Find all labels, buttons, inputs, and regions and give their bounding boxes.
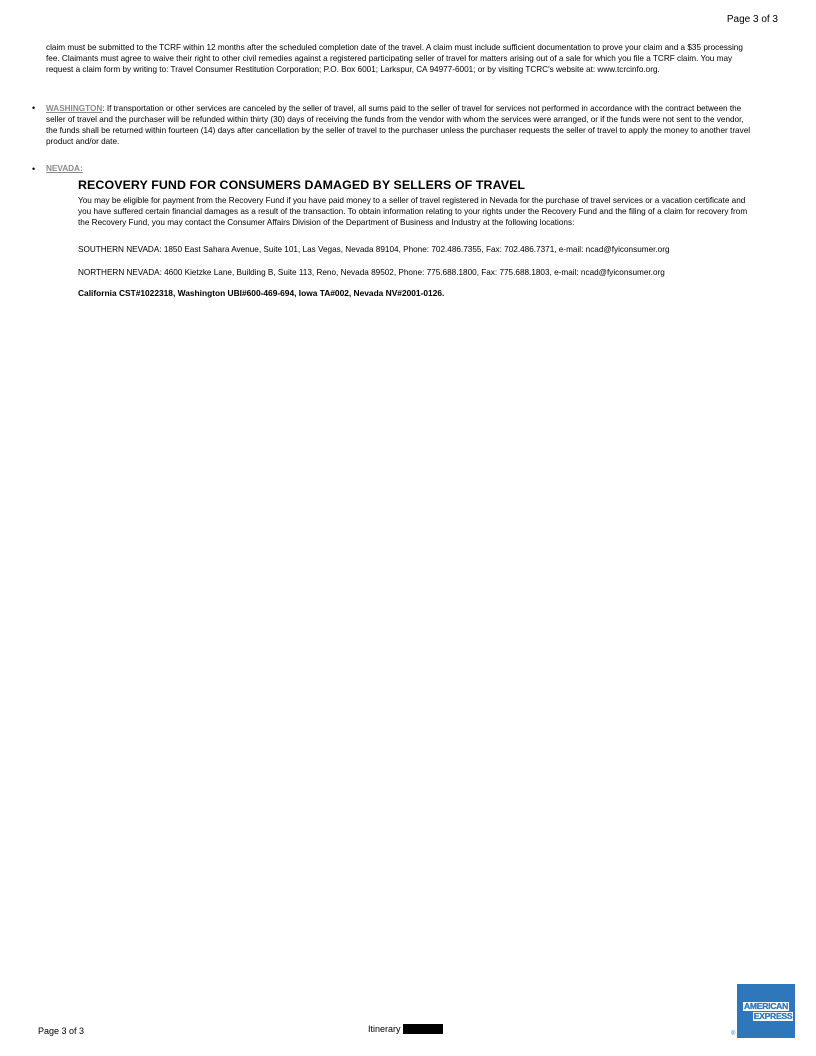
logo-line-american: AMERICAN	[744, 1000, 788, 1011]
california-continued-paragraph: claim must be submitted to the TCRF within 12 months after the scheduled completion date of the travel. A claim must include sufficient documentation to prove your claim and a $35 processing fee. Claimants must agree to waive their right to other civil remedies against a registered participating seller of travel for matters arising out of a sale for which you file a TCRF claim. You may request a claim form by writing to: Travel Consumer Restitution Corporation; P.O. Box 6001; Larkspur, CA 94977-6001; or by visiting TCRC's website at: www.tcrcinfo.org.	[46, 43, 743, 74]
page-number-footer: Page 3 of 3	[38, 1026, 85, 1036]
redacted-itinerary-number	[403, 1024, 443, 1034]
registered-mark: ®	[731, 1031, 736, 1037]
northern-nevada-address: NORTHERN NEVADA: 4600 Kietzke Lane, Building B, Suite 113, Reno, Nevada 89502, Phone: 775.688.1800, Fax: 775.688.1803, e-mail: ncad@fyiconsumer.org	[78, 268, 665, 277]
washington-text: : If transportation or other services are canceled by the seller of travel, all sums paid to the seller of travel for services not performed in accordance with the contract between the seller of travel and the purchaser will be refunded within thirty (30) days of receiving the funds from the vendor with whom the services were arranged, or if the funds were not sent to the vendor, the funds shall be returned within fourteen (14) days after cancellation by the seller of travel to the purchaser unless the purchaser requests the seller of travel to apply the money to another travel product and/or date.	[46, 104, 751, 146]
southern-nevada-address: SOUTHERN NEVADA: 1850 East Sahara Avenue, Suite 101, Las Vegas, Nevada 89104, Phone: 702.486.7355, Fax: 702.486.7371, e-mail: ncad@fyiconsumer.org	[78, 245, 670, 254]
itinerary-label	[368, 1024, 443, 1034]
washington-link[interactable]: WASHINGTON	[46, 104, 103, 113]
recovery-fund-heading: RECOVERY FUND FOR CONSUMERS DAMAGED BY SELLERS OF TRAVEL	[78, 178, 526, 192]
american-express-logo	[737, 984, 795, 1038]
bullet-nevada: •	[32, 164, 36, 174]
nevada-intro-paragraph: You may be eligible for payment from the Recovery Fund if you have paid money to a seller of travel registered in Nevada for the purchase of travel services or a vacation certificate and you have suffered certain financial damages as a result of the transaction. To obtain information relating to your rights under the Recovery Fund and the filing of a claim for recovery from the Recovery Fund, you may contact the Consumer Affairs Division of the Department of Business and Industry at the following locations:	[78, 196, 748, 227]
logo-line-express: EXPRESS	[753, 1010, 793, 1021]
nevada-link[interactable]: NEVADA:	[46, 164, 83, 173]
bullet-washington: •	[32, 103, 36, 113]
page-number-header: Page 3 of 3	[726, 14, 778, 25]
itinerary-text: Itinerary	[368, 1024, 401, 1034]
license-numbers: California CST#1022318, Washington UBI#600-469-694, Iowa TA#002, Nevada NV#2001-0126.	[78, 288, 445, 298]
washington-paragraph	[46, 103, 756, 147]
